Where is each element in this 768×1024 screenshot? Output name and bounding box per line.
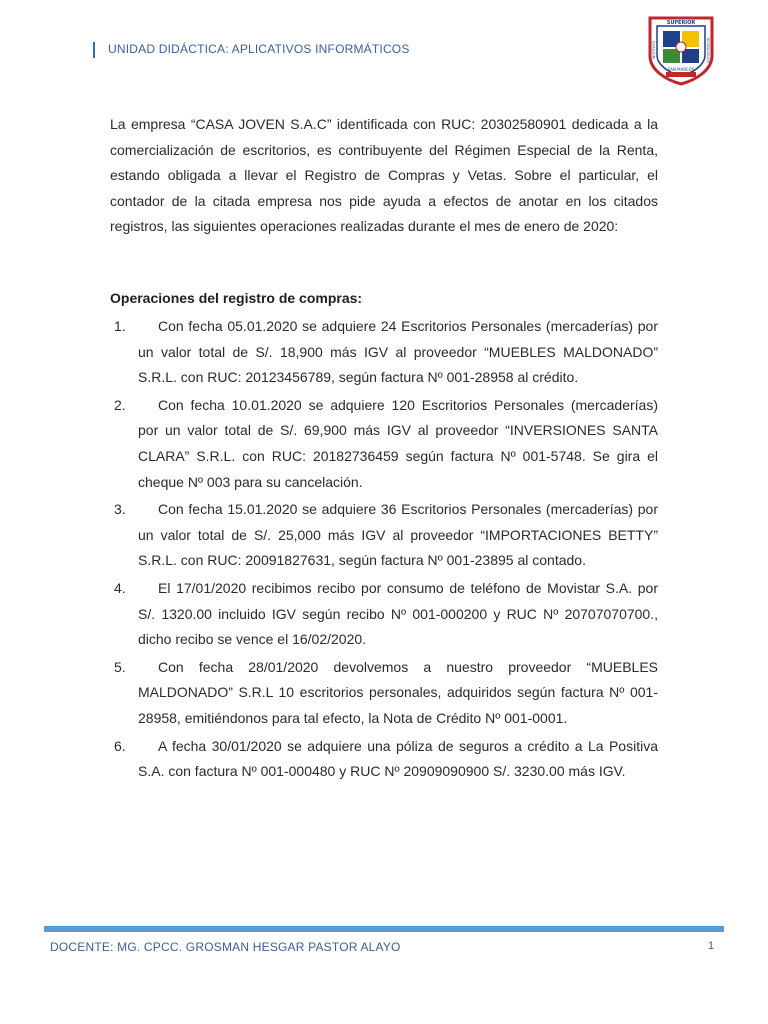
list-item-text: Con fecha 10.01.2020 se adquiere 120 Escritorios Personales (mercaderías) por un valor total de S/. 69,900 más IGV al proveedor “INVERSIONES SANTA CLARA” S.R.L. con RUC: 20182736459 según factura Nº 001-5748. Se gira el cheque Nº 003 para su cancelación. <box>138 396 658 490</box>
institute-seal-logo <box>646 12 716 86</box>
section-title: Operaciones del registro de compras: <box>110 290 363 306</box>
list-item <box>110 314 658 391</box>
list-item <box>110 497 658 574</box>
list-item <box>110 655 658 732</box>
svg-text:TECNOLÓGICO: TECNOLÓGICO <box>706 37 710 63</box>
list-item-text: A fecha 30/01/2020 se adquiere una póliza de seguros a crédito a La Positiva S.A. con factura Nº 001-000480 y RUC Nº 20909090900 S/. 3230.00 más IGV. <box>138 737 658 780</box>
list-item-number: 2. <box>114 396 126 413</box>
operations-list <box>110 314 658 787</box>
svg-text:SUPERIOR: SUPERIOR <box>666 20 696 26</box>
list-item-number: 3. <box>114 501 126 518</box>
list-item <box>110 393 658 495</box>
list-item-number: 5. <box>114 658 126 675</box>
list-item-text: Con fecha 05.01.2020 se adquiere 24 Escritorios Personales (mercaderías) por un valor total de S/. 18,900 más IGV al proveedor “MUEBLES MALDONADO” S.R.L. con RUC: 20123456789, según factura Nº 001-28958 al crédito. <box>138 318 658 386</box>
header-accent-bar <box>93 42 95 58</box>
intro-paragraph: La empresa “CASA JOVEN S.A.C” identificada con RUC: 20302580901 dedicada a la comercialización de escritorios, es contribuyente del Régimen Especial de la Renta, estando obligada a llevar el Registro de Compras y Vetas. Sobre el particular, el contador de la citada empresa nos pide ayuda a efectos de anotar en los citados registros, las siguientes operaciones realizadas durante el mes de enero de 2020: <box>110 116 658 235</box>
footer-divider <box>44 926 724 932</box>
list-item-number: 1. <box>114 318 126 334</box>
list-item-text: Con fecha 28/01/2020 devolvemos a nuestro proveedor “MUEBLES MALDONADO” S.R.L 10 escritorios personales, adquiridos según factura Nº 001-28958, emitiéndonos para tal efecto, la Nota de Crédito Nº 001-0001. <box>138 658 658 726</box>
svg-text:INSTITUTO: INSTITUTO <box>652 40 656 60</box>
footer-teacher: DOCENTE: MG. CPCC. GROSMAN HESGAR PASTOR ALAYO <box>50 940 401 954</box>
list-item-number: 4. <box>114 579 126 596</box>
list-item-number: 6. <box>114 737 126 754</box>
document-header-title: UNIDAD DIDÁCTICA: APLICATIVOS INFORMÁTICOS <box>108 42 410 56</box>
list-item-text: El 17/01/2020 recibimos recibo por consumo de teléfono de Movistar S.A. por S/. 1320.00 incluido IGV según recibo Nº 001-000200 y RUC Nº 20707070700., dicho recibo se vence el 16/02/2020. <box>138 579 658 648</box>
svg-text:SAN MARCOS: SAN MARCOS <box>667 67 695 72</box>
page-number: 1 <box>708 940 715 952</box>
list-item <box>110 576 658 653</box>
list-item <box>110 734 658 785</box>
list-item-text: Con fecha 15.01.2020 se adquiere 36 Escritorios Personales (mercaderías) por un valor total de S/. 25,000 más IGV al proveedor “IMPORTACIONES BETTY” S.R.L. con RUC: 20091827631, según factura Nº 001-23895 al contado. <box>138 501 658 569</box>
